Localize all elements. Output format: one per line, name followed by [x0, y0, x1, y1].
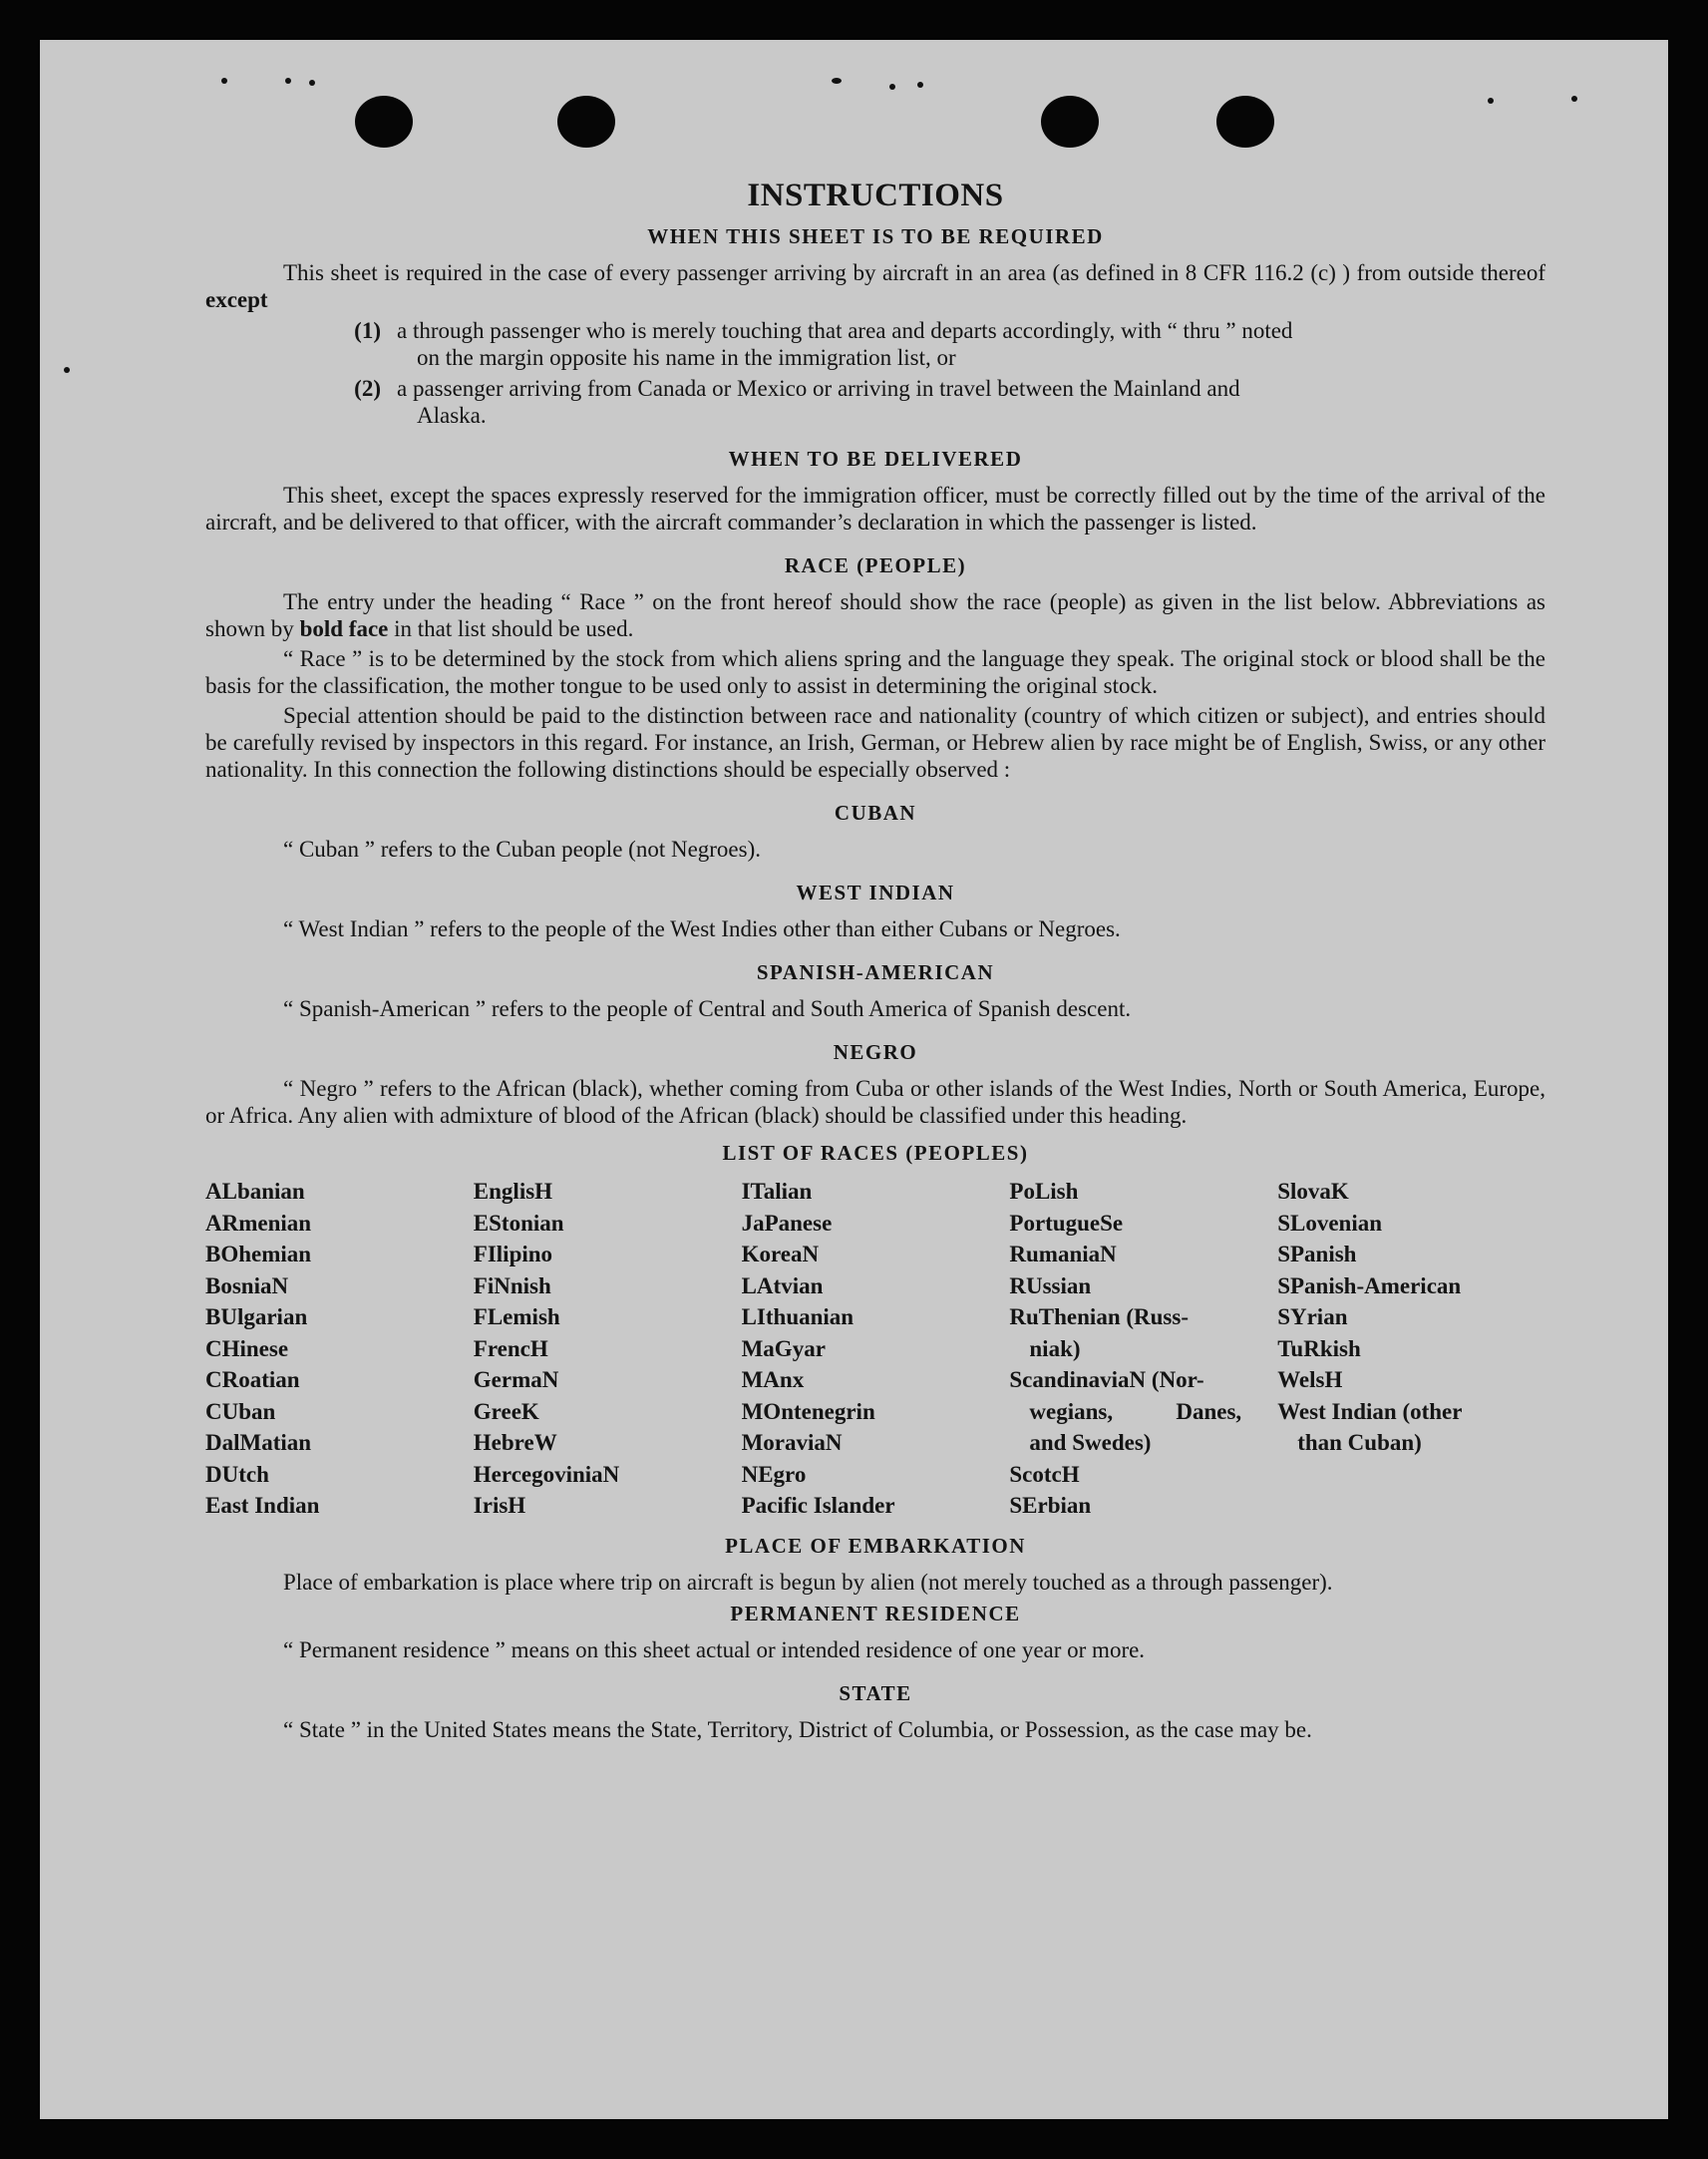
race-entry: RumaniaN [1009, 1242, 1117, 1266]
race-entry: FrencH [473, 1335, 548, 1361]
negro-text: “ Negro ” refers to the African (black), whether coming from Cuba or other islands of the West Indies, North or South America, Europe, or Africa. Any alien with admixture of blood of the African (black) should be classified under this heading. [205, 1076, 1545, 1128]
race-paragraph-3: Special attention should be paid to the distinction between race and nationality (country of which citizen or subject), and entries should be carefully revised by inspectors in this regard. For instance, an Irish, German, or Hebrew alien by race might be of English, Swiss, or any other nationality. In this connection the following distinctions should be especially observed : [205, 703, 1545, 782]
race-entry: NEgro [741, 1461, 807, 1487]
race-entry: JaPanese [741, 1210, 833, 1236]
race-entry: than Cuban) [1297, 1430, 1422, 1455]
heading-when-delivered: WHEN TO BE DELIVERED [728, 447, 1023, 471]
speck [832, 78, 842, 84]
race-entry: CHinese [205, 1335, 289, 1361]
heading-negro: NEGRO [833, 1040, 918, 1064]
races-column-4 [1009, 1176, 1277, 1522]
race-entry: GreeK [473, 1398, 539, 1424]
races-column-3 [742, 1176, 1010, 1522]
heading-cuban: CUBAN [834, 801, 917, 825]
race-entry: ALbanian [205, 1179, 305, 1204]
heading-permanent-residence: PERMANENT RESIDENCE [730, 1601, 1021, 1625]
race-entry: CUban [205, 1398, 276, 1424]
heading-list-of-races: LIST OF RACES (PEOPLES) [722, 1141, 1029, 1165]
race-entry: FIlipino [473, 1242, 553, 1266]
race-entry: wegians, Danes, [1029, 1398, 1242, 1424]
race-entry: IrisH [473, 1493, 526, 1518]
item-text: a passenger arriving from Canada or Mexico or arriving in travel between the Mainland and Alaska. [397, 376, 1240, 428]
race-entry: MAnx [741, 1367, 805, 1392]
race-entry: SPanish-American [1277, 1272, 1462, 1298]
document-sheet [40, 40, 1668, 2119]
race-entry: HebreW [473, 1430, 557, 1455]
race-entry: EStonian [473, 1210, 564, 1236]
state-text: “ State ” in the United States means the State, Territory, District of Columbia, or Possession, as the case may be. [283, 1716, 1312, 1742]
race-entry: BosniaN [205, 1272, 289, 1298]
races-column-1 [205, 1176, 474, 1522]
west-indian-text: “ West Indian ” refers to the people of the West Indies other than either Cubans or Negroes. [283, 916, 1121, 941]
item-number: (1) [354, 318, 381, 343]
item-text: a through passenger who is merely touching that area and departs accordingly, with “ thru ” noted on the margin opposite his name in the immigration list, or [397, 318, 1293, 370]
race-entry: ScandinaviaN (Nor- [1009, 1367, 1204, 1392]
heading-race: RACE (PEOPLE) [784, 553, 967, 577]
heading-state: STATE [839, 1680, 912, 1705]
race-entry: ARmenian [205, 1210, 312, 1236]
race-entry: MOntenegrin [741, 1398, 875, 1424]
race-entry: PortugueSe [1009, 1210, 1124, 1236]
race-entry: SLovenian [1277, 1210, 1383, 1236]
race-entry: niak) [1029, 1335, 1081, 1361]
punch-hole [355, 96, 413, 148]
race-entry: East Indian [205, 1493, 320, 1518]
races-column-2 [474, 1176, 742, 1522]
race-entry: KoreaN [741, 1242, 820, 1266]
race-entry: WelsH [1277, 1367, 1343, 1392]
heading-west-indian: WEST INDIAN [796, 881, 955, 904]
race-entry: SlovaK [1277, 1179, 1349, 1204]
race-entry: DalMatian [205, 1430, 312, 1455]
race-paragraph-1: The entry under the heading “ Race ” on the front hereof should show the race (people) as given in the list below. Abbreviations as shown by bold face in that list should be used. [205, 589, 1545, 641]
race-entry: MaGyar [741, 1335, 826, 1361]
heading-spanish-american: SPANISH-AMERICAN [756, 960, 995, 984]
residence-text: “ Permanent residence ” means on this sheet actual or intended residence of one year or more. [283, 1636, 1146, 1662]
race-entry: RUssian [1009, 1272, 1092, 1298]
race-entry: BOhemian [205, 1242, 312, 1266]
embarkation-text: Place of embarkation is place where trip on aircraft is begun by alien (not merely touched as a through passenger). [283, 1569, 1333, 1595]
instructions-content [205, 178, 1545, 1746]
race-entry: LAtvian [741, 1272, 824, 1298]
race-entry: GermaN [473, 1367, 559, 1392]
spanish-american-text: “ Spanish-American ” refers to the people of Central and South America of Spanish descent. [283, 996, 1132, 1021]
race-entry: FiNnish [473, 1272, 551, 1298]
race-entry: MoraviaN [741, 1430, 843, 1455]
punch-hole [1041, 96, 1099, 148]
speck [309, 80, 315, 86]
races-column-5 [1277, 1176, 1545, 1522]
speck [889, 84, 895, 90]
speck [1571, 96, 1577, 102]
race-paragraph-2: “ Race ” is to be determined by the stock from which aliens spring and the language they speak. The original stock or blood shall be the basis for the classification, the mother tongue to be used only to assist in determining the original stock. [205, 646, 1545, 698]
race-entry: BUlgarian [205, 1304, 308, 1329]
punch-hole [1216, 96, 1274, 148]
page-title: INSTRUCTIONS [747, 178, 1004, 213]
heading-place-of-embarkation: PLACE OF EMBARKATION [725, 1533, 1026, 1558]
when-required-intro: This sheet is required in the case of every passenger arriving by aircraft in an area (as defined in 8 CFR 116.2 (c) ) from outside thereof except [205, 260, 1545, 312]
race-entry: RuThenian (Russ- [1009, 1304, 1189, 1329]
speck [1488, 98, 1494, 104]
race-entry: SYrian [1277, 1304, 1348, 1329]
speck [64, 367, 70, 373]
race-entry: and Swedes) [1029, 1430, 1152, 1455]
race-entry: ITalian [741, 1179, 813, 1204]
race-entry: SErbian [1009, 1493, 1092, 1518]
race-entry: DUtch [205, 1461, 269, 1487]
race-entry: HercegoviniaN [473, 1461, 620, 1487]
race-entry: Pacific Islander [741, 1493, 895, 1518]
race-entry: SPanish [1277, 1242, 1357, 1266]
race-entry: ScotcH [1009, 1461, 1080, 1487]
race-entry: West Indian (other [1277, 1398, 1463, 1424]
race-entry: LIthuanian [741, 1304, 854, 1329]
exception-item-1 [205, 317, 1545, 371]
cuban-text: “ Cuban ” refers to the Cuban people (not Negroes). [283, 837, 762, 862]
speck [221, 78, 227, 84]
punch-hole [557, 96, 615, 148]
when-delivered-text: This sheet, except the spaces expressly reserved for the immigration officer, must be correctly filled out by the time of the arrival of the aircraft, and be delivered to that officer, with the aircraft commander’s declaration in which the passenger is listed. [205, 483, 1545, 535]
item-number: (2) [354, 376, 381, 401]
race-entry: PoLish [1009, 1179, 1079, 1204]
race-entry: FLemish [473, 1304, 560, 1329]
races-list [205, 1176, 1545, 1522]
race-entry: TuRkish [1277, 1335, 1361, 1361]
exception-item-2 [205, 375, 1545, 429]
speck [285, 78, 291, 84]
speck [917, 82, 923, 88]
race-entry: EnglisH [473, 1179, 553, 1204]
race-entry: CRoatian [205, 1367, 300, 1392]
heading-when-required: WHEN THIS SHEET IS TO BE REQUIRED [647, 224, 1104, 248]
